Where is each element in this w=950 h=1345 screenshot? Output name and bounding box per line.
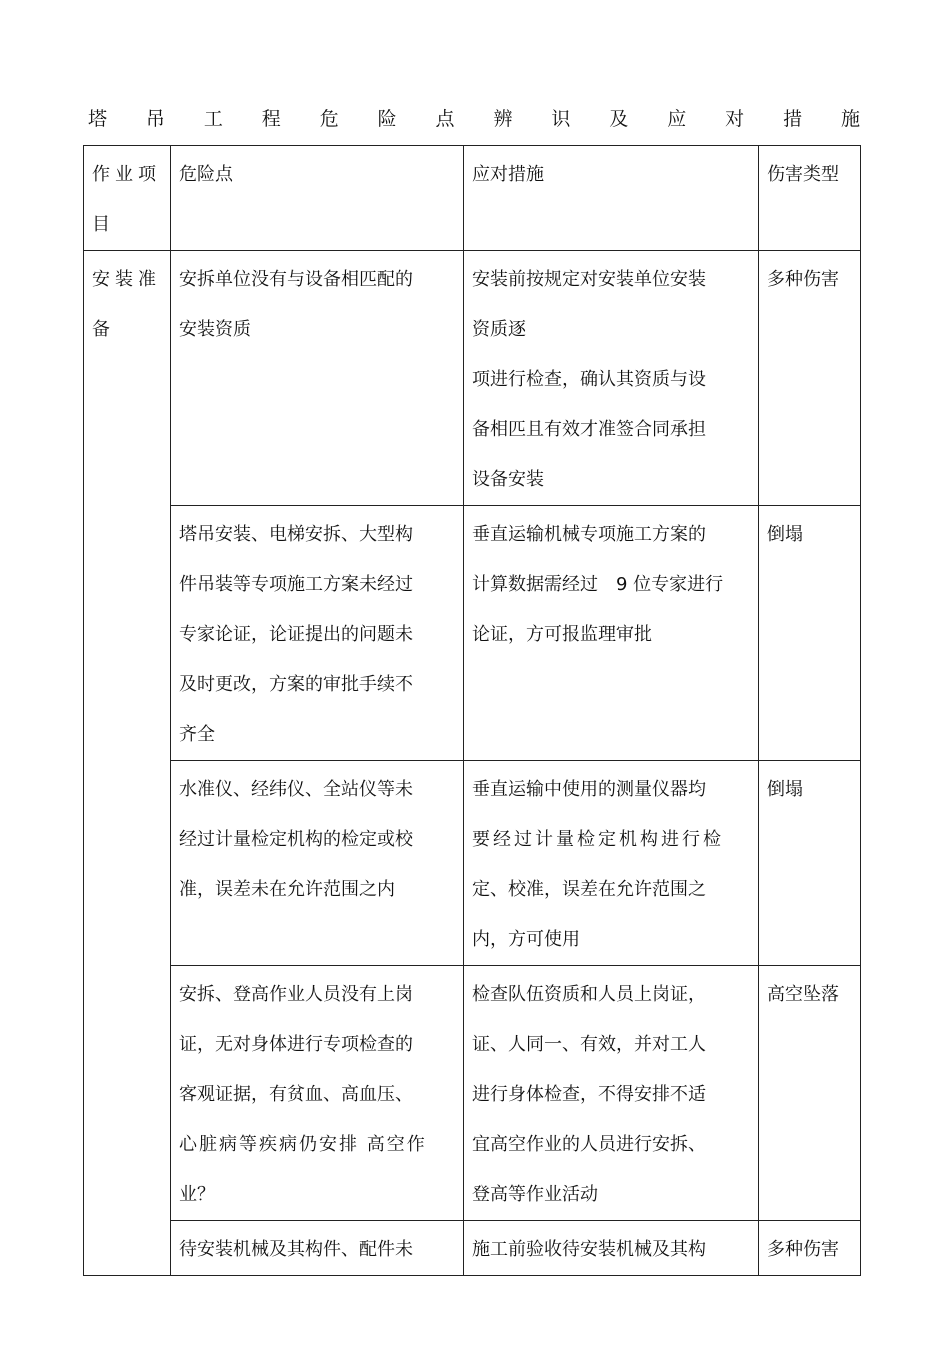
measure-cell: 垂直运输中使用的测量仪器均 要经过计量检定机构进行检 定、校准，误差在允许范围之 内，方可使用: [464, 761, 759, 966]
hazard-cell: 安拆单位没有与设备相匹配的 安装资质: [171, 251, 464, 506]
table-row: [84, 966, 861, 1221]
title-char: 点: [435, 108, 455, 130]
title-char: 辨: [493, 108, 513, 130]
hazard-cell: 塔吊安装、电梯安拆、大型构 件吊装等专项施工方案未经过 专家论证，论证提出的问题未 及时更改，方案的审批手续不 齐全: [171, 506, 464, 761]
table-row: [84, 251, 861, 506]
table-row: [84, 1221, 861, 1276]
measure-cell: 检查队伍资质和人员上岗证， 证、人同一、有效，并对工人 进行身体检查，不得安排不适 宜高空作业的人员进行安拆、 登高等作业活动: [464, 966, 759, 1221]
hazard-table: [83, 145, 861, 1276]
title-char: 工: [203, 108, 223, 130]
title-char: 塔: [88, 108, 108, 130]
title-char: 及: [609, 108, 629, 130]
table-header-row: [84, 146, 861, 251]
header-harm: 伤害类型: [759, 146, 861, 251]
harm-cell: 多种伤害: [759, 251, 861, 506]
document-title: [88, 104, 860, 131]
measure-cell: 安装前按规定对安装单位安装 资质逐 项进行检查，确认其资质与设 备相匹且有效才准签合同承担 设备安装: [464, 251, 759, 506]
table-row: [84, 761, 861, 966]
title-char: 措: [783, 108, 803, 130]
harm-cell: 倒塌: [759, 506, 861, 761]
harm-cell: 倒塌: [759, 761, 861, 966]
hazard-cell: 水准仪、经纬仪、全站仪等未 经过计量检定机构的检定或校 准，误差未在允许范围之内: [171, 761, 464, 966]
measure-cell: 施工前验收待安装机械及其构: [464, 1221, 759, 1276]
title-char: 程: [261, 108, 281, 130]
header-measure: 应对措施: [464, 146, 759, 251]
title-char: 危: [319, 108, 339, 130]
header-hazard: 危险点: [171, 146, 464, 251]
measure-cell: 垂直运输机械专项施工方案的 计算数据需经过 9 位专家进行 论证，方可报监理审批: [464, 506, 759, 761]
hazard-cell: 待安装机械及其构件、配件未: [171, 1221, 464, 1276]
table-row: [84, 506, 861, 761]
title-char: 对: [725, 108, 745, 130]
title-char: 吊: [145, 108, 165, 130]
header-item: 作业项 目: [84, 146, 171, 251]
group-cell: 安装准 备: [84, 251, 171, 1276]
title-char: 施: [840, 108, 860, 130]
title-char: 应: [667, 108, 687, 130]
title-char: 险: [377, 108, 397, 130]
title-char: 识: [551, 108, 571, 130]
hazard-cell: 安拆、登高作业人员没有上岗 证，无对身体进行专项检查的 客观证据，有贫血、高血压、 心脏病等疾病仍安排 高空作 业？: [171, 966, 464, 1221]
harm-cell: 多种伤害: [759, 1221, 861, 1276]
harm-cell: 高空坠落: [759, 966, 861, 1221]
